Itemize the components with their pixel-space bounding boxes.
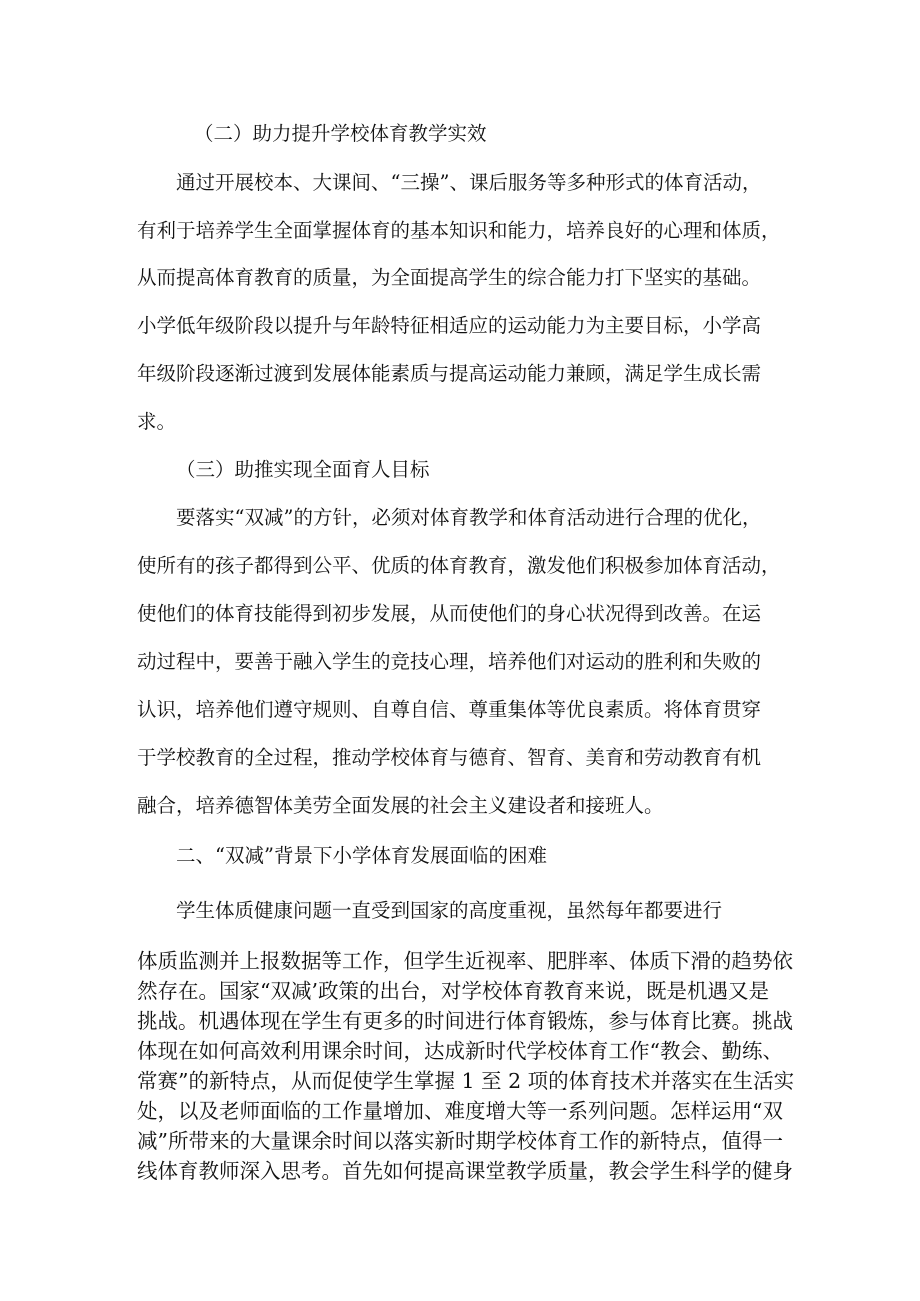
paragraph-line: 使他们的体育技能得到初步发展，从而使他们的身心状况得到改善。在运	[137, 602, 762, 625]
paragraph-line: 学生体质健康问题一直受到国家的高度重视，虽然每年都要进行	[176, 899, 723, 922]
section-heading: 二、“双减”背景下小学体育发展面临的困难	[176, 844, 547, 867]
paragraph-line: 体现在如何高效利用课余时间，达成新时代学校体育工作“教会、勤练、	[137, 1039, 783, 1063]
paragraph-line: 从而提高体育教育的质量，为全面提高学生的综合能力打下坚实的基础。	[137, 266, 762, 289]
subsection-heading-3: （三）助推实现全面育人目标	[176, 458, 430, 481]
paragraph-line: 线体育教师深入思考。首先如何提高课堂教学质量，教会学生科学的健身	[137, 1159, 793, 1183]
paragraph-line: 小学低年级阶段以提升与年龄特征相适应的运动能力为主要目标，小学高	[137, 314, 762, 337]
paragraph-line: 挑战。机遇体现在学生有更多的时间进行体育锻炼，参与体育比赛。挑战	[137, 1009, 793, 1033]
paragraph-line: 认识，培养他们遵守规则、自尊自信、尊重集体等优良素质。将体育贯穿	[137, 698, 762, 721]
paragraph-line: 动过程中，要善于融入学生的竞技心理，培养他们对运动的胜利和失败的	[137, 650, 762, 673]
paragraph-line: 有利于培养学生全面掌握体育的基本知识和能力，培养良好的心理和体质，	[137, 219, 781, 242]
paragraph-line: 通过开展校本、大课间、“三操”、课后服务等多种形式的体育活动，	[176, 171, 762, 194]
paragraph-line: 使所有的孩子都得到公平、优质的体育教育，激发他们积极参加体育活动，	[137, 554, 781, 577]
paragraph-line: 然存在。国家“双减’政策的出台，对学校体育教育来说，既是机遇又是	[137, 979, 769, 1003]
paragraph-line: 常赛”的新特点，从而促使学生掌握 1 至 2 项的体育技术并落实在生活实	[137, 1069, 795, 1093]
paragraph-line: 减”所带来的大量课余时间以落实新时期学校体育工作的新特点，值得一	[137, 1129, 783, 1153]
subsection-heading-2: （二）助力提升学校体育教学实效	[194, 122, 487, 145]
paragraph-line: 求。	[137, 410, 177, 433]
paragraph-line: 于学校教育的全过程，推动学校体育与德育、智育、美育和劳动教育有机	[137, 746, 762, 769]
paragraph-line: 融合，培养德智体美劳全面发展的社会主义建设者和接班人。	[137, 794, 664, 817]
paragraph-line: 年级阶段逐渐过渡到发展体能素质与提高运动能力兼顾，满足学生成长需	[137, 362, 762, 385]
paragraph-line: 要落实“双减”的方针，必须对体育教学和体育活动进行合理的优化，	[176, 506, 762, 529]
paragraph-line: 处，以及老师面临的工作量增加、难度增大等一系列问题。怎样运用“双	[137, 1099, 783, 1123]
paragraph-line: 体质监测并上报数据等工作，但学生近视率、肥胖率、体质下滑的趋势依	[137, 949, 793, 973]
